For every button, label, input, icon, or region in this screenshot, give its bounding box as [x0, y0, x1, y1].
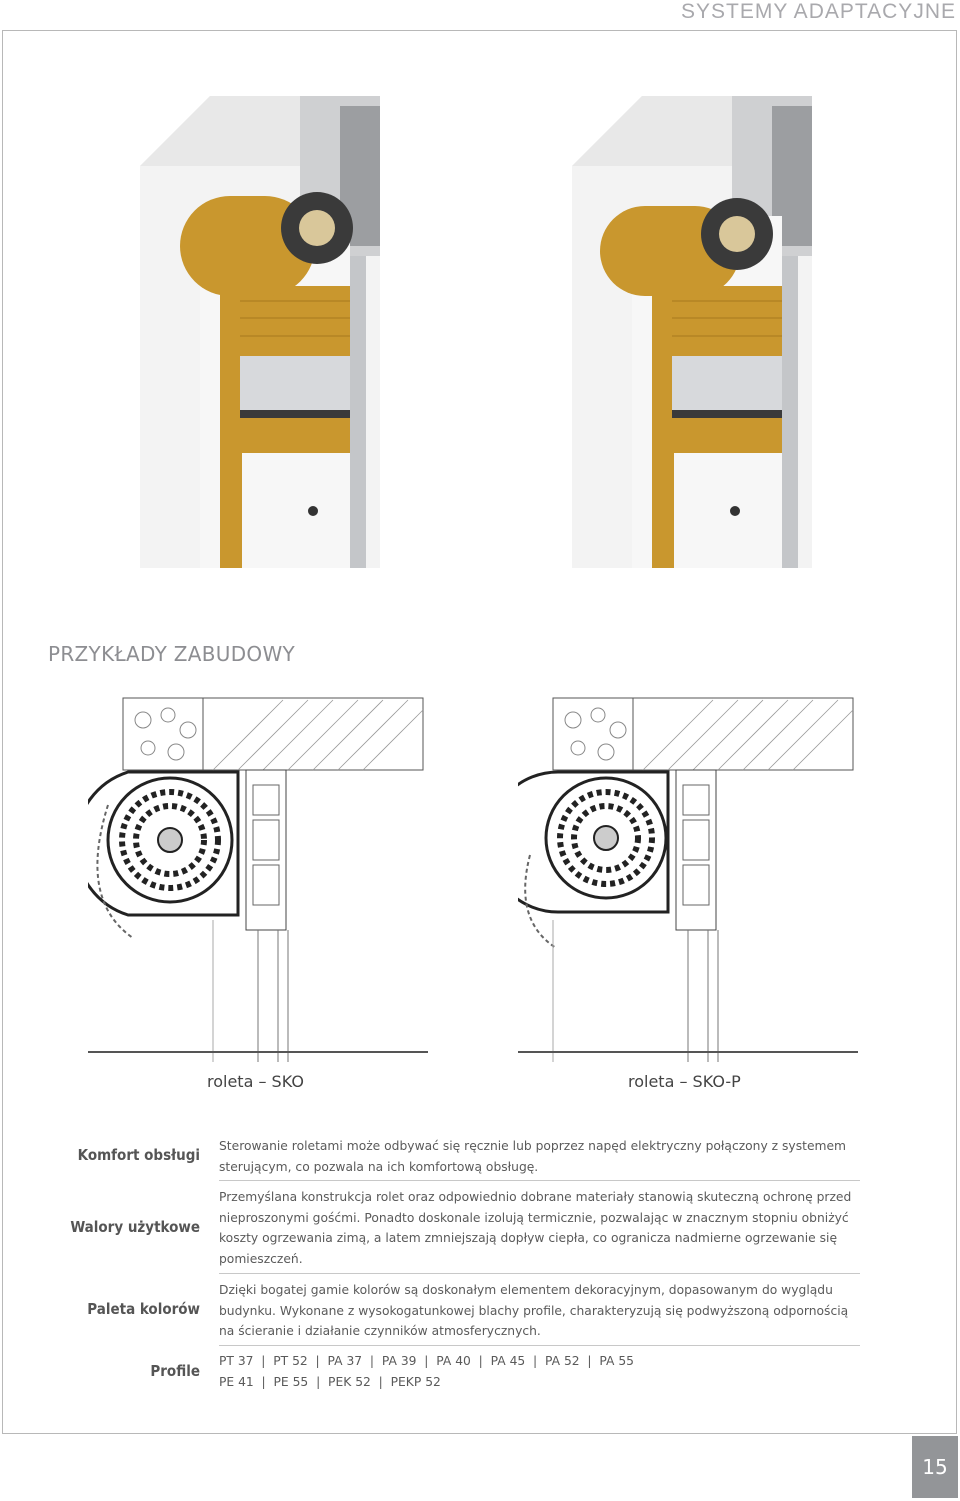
feature-label: Paleta kolorów	[87, 1300, 200, 1318]
feature-label: Profile	[150, 1362, 200, 1380]
caption-sko: roleta – SKO	[207, 1072, 304, 1091]
section-header-title: SYSTEMY ADAPTACYJNE	[681, 0, 956, 23]
divider	[219, 1180, 860, 1181]
feature-text: Dzięki bogatej gamie kolorów są doskonałym elementem dekoracyjnym, dopasowanym do wyglądu budynku. Wykonane z wysokogatunkowej blachy profile, charakteryzują się podwyższoną odpornością na ścieranie i działanie czynników atmosferycznych.	[219, 1283, 849, 1338]
divider	[219, 1273, 860, 1274]
divider	[219, 1345, 860, 1346]
technical-drawing-sko-p	[518, 690, 858, 1062]
page-number: 15	[912, 1436, 958, 1498]
section-title: PRZYKŁADY ZABUDOWY	[48, 642, 296, 666]
profiles-line-1: PT 37 | PT 52 | PA 37 | PA 39 | PA 40 | PA 45 | PA 52 | PA 55	[219, 1354, 634, 1368]
caption-sko-p: roleta – SKO-P	[628, 1072, 741, 1091]
technical-drawing-sko	[88, 690, 428, 1062]
feature-text: Sterowanie roletami może odbywać się ręcznie lub poprzez napęd elektryczny połączony z systemem sterującym, co pozwala na ich komfortową obsługę.	[219, 1139, 847, 1174]
feature-label: Walory użytkowe	[70, 1218, 200, 1236]
roller-shutter-render-sko	[140, 96, 380, 568]
profiles-line-2: PE 41 | PE 55 | PEK 52 | PEKP 52	[219, 1375, 441, 1389]
feature-label: Komfort obsługi	[77, 1146, 200, 1164]
feature-text: Przemyślana konstrukcja rolet oraz odpowiednio dobrane materiały stanowią skuteczną ochronę przed nieproszonymi gośćmi. Ponadto doskonale izolują termicznie, pozwalając w znacznym stopniu obniżyć koszty ogrzewania zimą, a latem zmniejszają dopływ ciepła, co ogranicza nadmierne ogrzewanie się pomieszczeń.	[219, 1190, 852, 1266]
roller-shutter-render-sko-p	[572, 96, 812, 568]
